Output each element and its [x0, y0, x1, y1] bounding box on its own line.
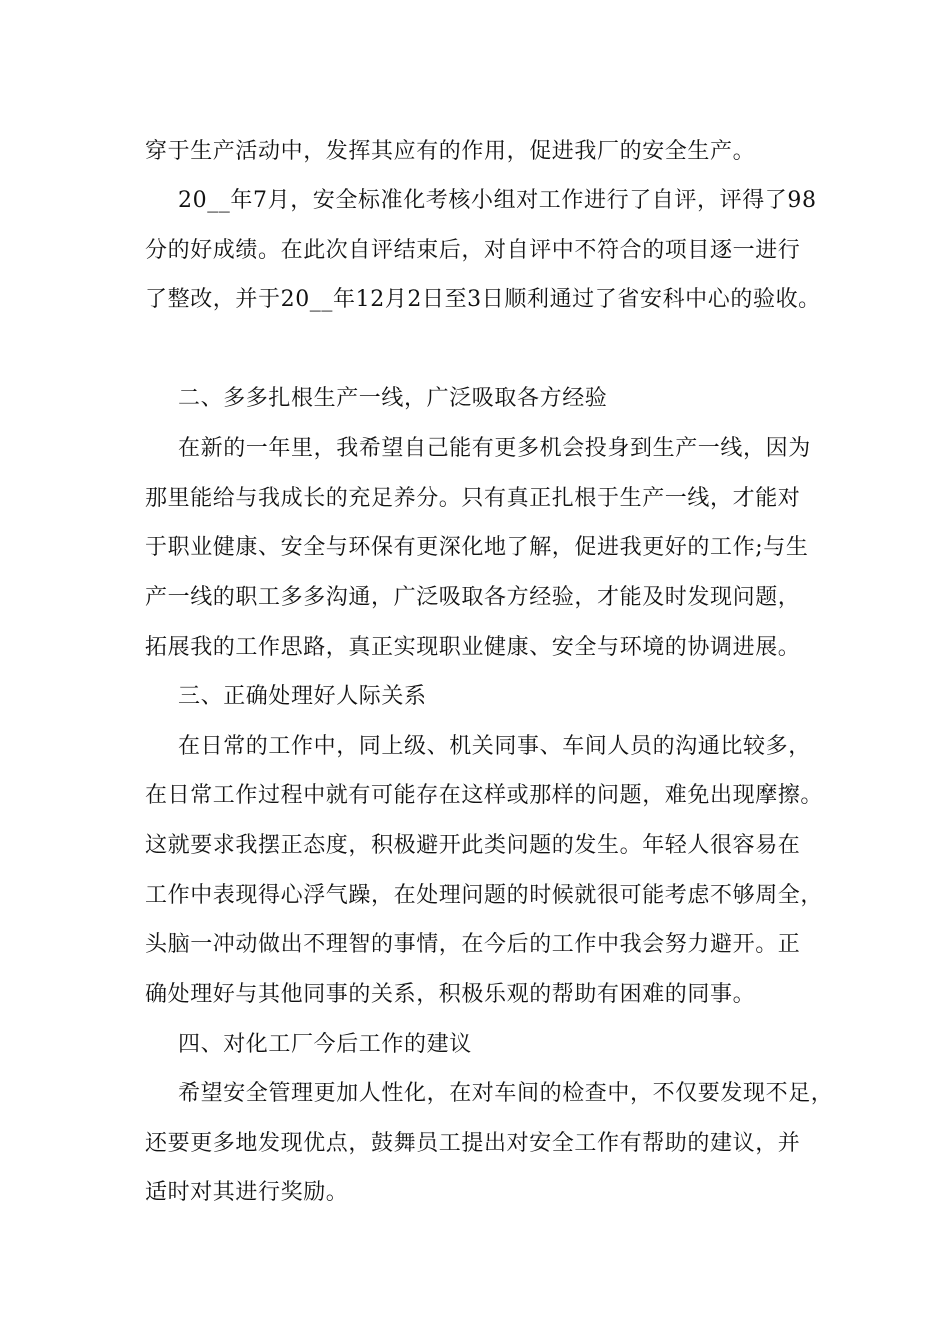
paragraph-line: 头脑一冲动做出不理智的事情，在今后的工作中我会努力避开。正 — [145, 932, 801, 957]
paragraph-line: 工作中表现得心浮气躁，在处理问题的时候就很可能考虑不够周全， — [145, 883, 824, 908]
paragraph-line: 在新的一年里，我希望自己能有更多机会投身到生产一线，因为 — [178, 436, 811, 461]
paragraph-line: 那里能给与我成长的充足养分。只有真正扎根于生产一线，才能对 — [145, 486, 801, 511]
paragraph-line: 于职业健康、安全与环保有更深化地了解，促进我更好的工作;与生 — [145, 535, 809, 560]
paragraph-line: 20__年7月，安全标准化考核小组对工作进行了自评，评得了98 — [178, 188, 817, 213]
paragraph-line: 穿于生产活动中，发挥其应有的作用，促进我厂的安全生产。 — [145, 139, 756, 164]
paragraph-line: 这就要求我摆正态度，积极避开此类问题的发生。年轻人很容易在 — [145, 833, 801, 858]
paragraph-line: 在日常的工作中，同上级、机关同事、车间人员的沟通比较多， — [178, 734, 811, 759]
paragraph-line: 拓展我的工作思路，真正实现职业健康、安全与环境的协调进展。 — [145, 635, 801, 660]
paragraph-line: 希望安全管理更加人性化，在对车间的检查中，不仅要发现不足， — [178, 1081, 834, 1106]
paragraph-line: 了整改，并于20__年12月2日至3日顺利通过了省安科中心的验收。 — [145, 287, 821, 312]
section-heading: 四、对化工厂今后工作的建议 — [178, 1032, 472, 1057]
paragraph-line: 在日常工作过程中就有可能存在这样或那样的问题，难免出现摩擦。 — [145, 783, 824, 808]
section-heading: 三、正确处理好人际关系 — [178, 684, 427, 709]
section-heading: 二、多多扎根生产一线，广泛吸取各方经验 — [178, 386, 608, 411]
paragraph-line: 分的好成绩。在此次自评结束后，对自评中不符合的项目逐一进行 — [145, 238, 801, 263]
paragraph-line: 确处理好与其他同事的关系，积极乐观的帮助有困难的同事。 — [145, 982, 756, 1007]
paragraph-line: 适时对其进行奖励。 — [145, 1180, 349, 1205]
paragraph-line: 还要更多地发现优点，鼓舞员工提出对安全工作有帮助的建议，并 — [145, 1131, 801, 1156]
paragraph-line: 产一线的职工多多沟通，广泛吸取各方经验，才能及时发现问题， — [145, 585, 801, 610]
